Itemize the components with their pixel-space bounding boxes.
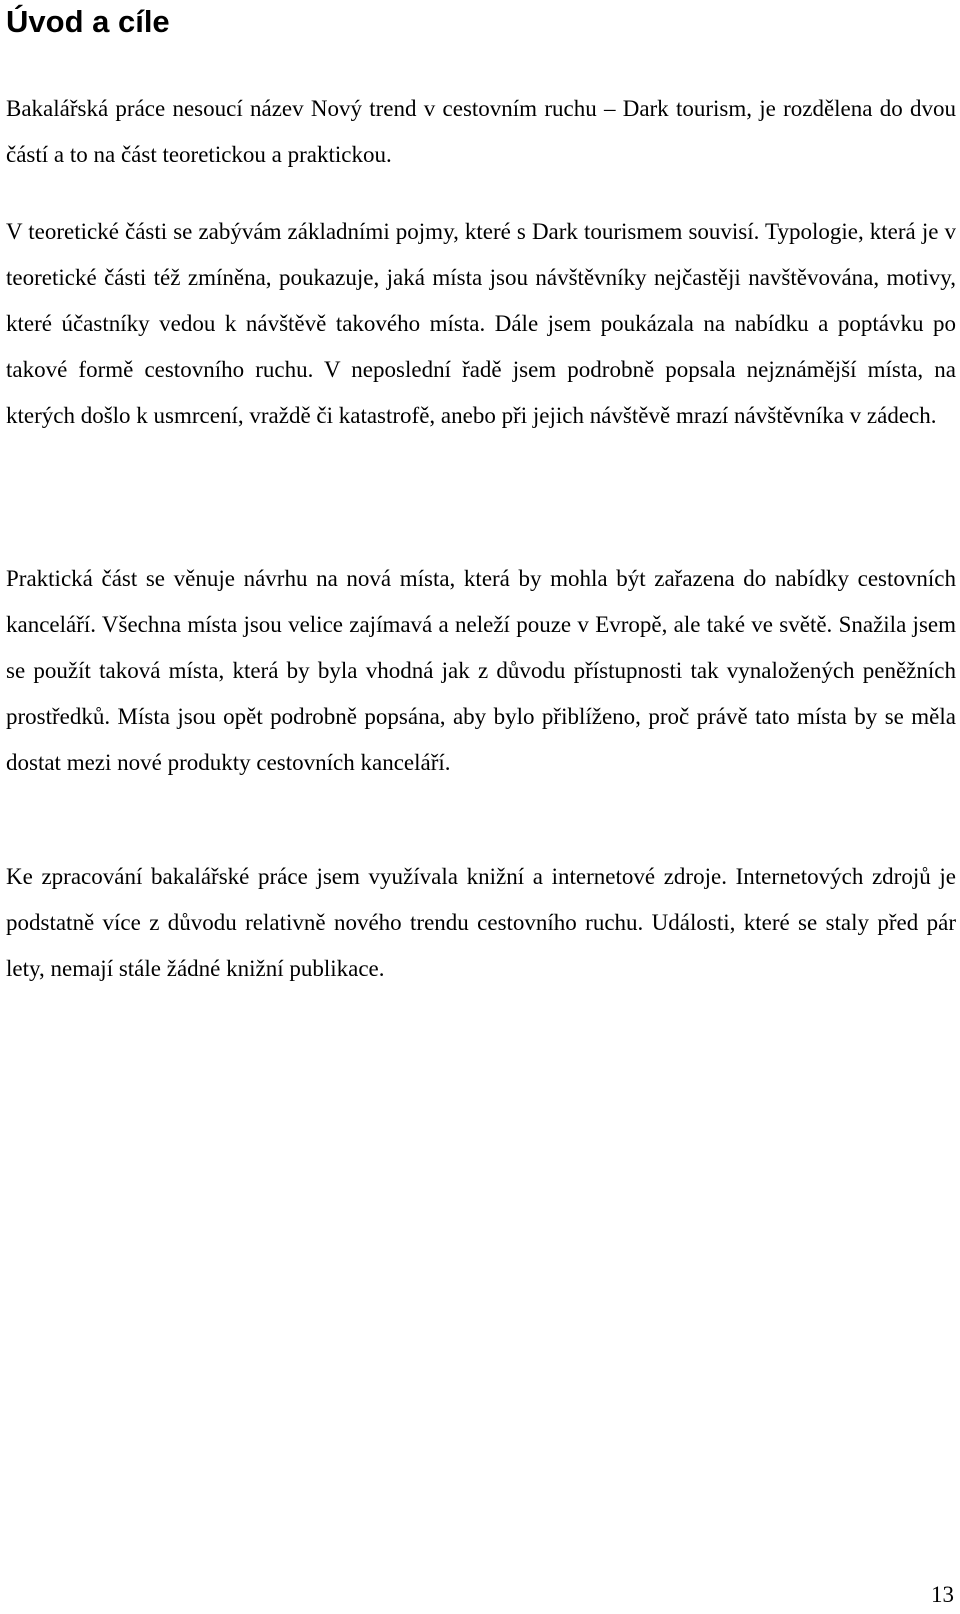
paragraph-theory: V teoretické části se zabývám základními pojmy, které s Dark tourismem souvisí. Typologie, která je v teoretické části též zmíněna, poukazuje, jaká místa jsou návštěvníky nejčastěji navštěvována, motivy, které účastníky vedou k návštěvě takového místa. Dále jsem poukázala na nabídku a poptávku po takové formě cestovního ruchu. V neposlední řadě jsem podrobně popsala nejznámější místa, na kterých došlo k usmrcení, vraždě či katastrofě, anebo při jejich návštěvě mrazí návštěvníka v zádech. [6, 219, 956, 428]
page-number: 13 [931, 1582, 954, 1607]
paragraph-sources: Ke zpracování bakalářské práce jsem využívala knižní a internetové zdroje. Internetových zdrojů je podstatně více z důvodu relativně nového trendu cestovního ruchu. Události, které se staly před pár lety, nemají stále žádné knižní publikace. [6, 864, 956, 981]
paragraph-practice: Praktická část se věnuje návrhu na nová místa, která by mohla být zařazena do nabídky cestovních kanceláří. Všechna místa jsou velice zajímavá a neleží pouze v Evropě, ale také ve světě. Snažila jsem se použít taková místa, která by byla vhodná jak z důvodu přístupnosti tak vynaložených peněžních prostředků. Místa jsou opět podrobně popsána, aby bylo přiblíženo, proč právě tato místa by se měla dostat mezi nové produkty cestovních kanceláří. [6, 566, 956, 775]
section-heading: Úvod a cíle [6, 4, 170, 39]
paragraph-intro: Bakalářská práce nesoucí název Nový trend v cestovním ruchu – Dark tourism, je rozdělena do dvou částí a to na část teoretickou a praktickou. [6, 96, 956, 167]
